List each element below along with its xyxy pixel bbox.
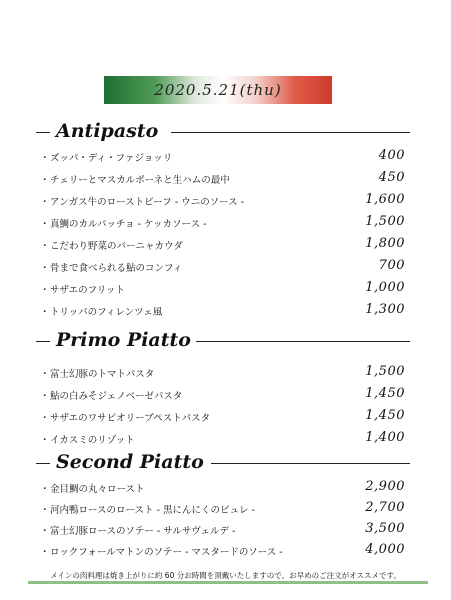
item-price: 1,800: [365, 236, 405, 251]
menu-item: ・ 河内鴨ロースのロースト - 黒にんにくのピュレ - 2,700: [40, 500, 405, 516]
item-name: こだわり野菜のバーニャカウダ: [50, 241, 183, 252]
item-name: トリッパのフィレンツェ風: [50, 307, 163, 318]
section-header-primo-piatto: [36, 329, 410, 353]
item-name: 骨まで食べられる鮎のコンフィ: [50, 263, 183, 274]
item-price: 1,600: [365, 192, 405, 207]
menu-item: ・ チェリーとマスカルポーネと生ハムの最中 450: [40, 170, 405, 186]
menu-date: 2020.5.21(thu): [154, 81, 282, 99]
item-price: 700: [378, 258, 405, 273]
item-name: 富士幻豚のトマトパスタ: [50, 369, 155, 380]
heading-rule: [196, 341, 410, 342]
item-price: 1,000: [365, 280, 405, 295]
heading-dash: [36, 341, 50, 342]
item-name: サザエのワサビオリーブペストパスタ: [50, 413, 211, 424]
section-header-second-piatto: [36, 451, 410, 475]
section-header-antipasto: [36, 120, 410, 144]
heading-rule: [171, 132, 410, 133]
item-price: 1,500: [365, 214, 405, 229]
item-name: イカスミのリゾット: [50, 435, 135, 446]
item-price: 1,400: [365, 430, 405, 445]
menu-item: ・ 富士幻豚のトマトパスタ 1,500: [40, 364, 405, 380]
item-price: 1,450: [365, 386, 405, 401]
menu-item: ・ 富士幻豚ロースのソテー - サルサヴェルデ - 3,500: [40, 521, 405, 537]
menu-item: ・ 骨まで食べられる鮎のコンフィ 700: [40, 258, 405, 274]
menu-item: ・ トリッパのフィレンツェ風 1,300: [40, 302, 405, 318]
menu-item: ・ こだわり野菜のバーニャカウダ 1,800: [40, 236, 405, 252]
heading-dash: [36, 463, 50, 464]
item-price: 1,500: [365, 364, 405, 379]
menu-item: ・ 金目鯛の丸々ロースト 2,900: [40, 479, 405, 495]
menu-item: ・ サザエのフリット 1,000: [40, 280, 405, 296]
item-price: 400: [378, 148, 405, 163]
item-price: 450: [378, 170, 405, 185]
item-name: 富士幻豚ロースのソテー - サルサヴェルデ -: [50, 526, 236, 537]
item-price: 2,900: [365, 479, 405, 494]
item-price: 1,450: [365, 408, 405, 423]
footer-note: メインの肉料理は焼き上がりに約 60 分お時間を頂戴いたしますので、お早めのご注文がオススメです。: [50, 571, 401, 580]
item-name: ズッパ・ディ・ファジョッリ: [50, 153, 173, 164]
menu-item: ・ ロックフォールマトンのソテー - マスタードのソース - 4,000: [40, 542, 405, 558]
item-name: サザエのフリット: [50, 285, 125, 296]
footer-divider: [28, 581, 428, 584]
item-price: 1,300: [365, 302, 405, 317]
item-name: ロックフォールマトンのソテー - マスタードのソース -: [50, 547, 283, 558]
item-price: 4,000: [365, 542, 405, 557]
menu-item: ・ サザエのワサビオリーブペストパスタ 1,450: [40, 408, 405, 424]
item-price: 3,500: [365, 521, 405, 536]
menu-item: ・ 真鯛のカルパッチョ - ケッカソース - 1,500: [40, 214, 405, 230]
section-title: Primo Piatto: [56, 329, 191, 351]
item-name: アンガス牛のローストビーフ - ウニのソース -: [50, 197, 245, 208]
item-name: 河内鴨ロースのロースト - 黒にんにくのピュレ -: [50, 505, 255, 516]
item-name: 鮎の白みそジェノベーゼパスタ: [50, 391, 183, 402]
heading-rule: [211, 463, 410, 464]
heading-dash: [36, 132, 50, 133]
item-name: チェリーとマスカルポーネと生ハムの最中: [50, 175, 230, 186]
item-name: 真鯛のカルパッチョ - ケッカソース -: [50, 219, 207, 230]
menu-item: ・ ズッパ・ディ・ファジョッリ 400: [40, 148, 405, 164]
date-banner: [104, 76, 332, 104]
section-title: Antipasto: [56, 120, 159, 142]
menu-item: ・ イカスミのリゾット 1,400: [40, 430, 405, 446]
section-title: Second Piatto: [56, 451, 204, 473]
menu-item: ・ アンガス牛のローストビーフ - ウニのソース - 1,600: [40, 192, 405, 208]
menu-item: ・ 鮎の白みそジェノベーゼパスタ 1,450: [40, 386, 405, 402]
item-price: 2,700: [365, 500, 405, 515]
item-name: 金目鯛の丸々ロースト: [50, 484, 145, 495]
